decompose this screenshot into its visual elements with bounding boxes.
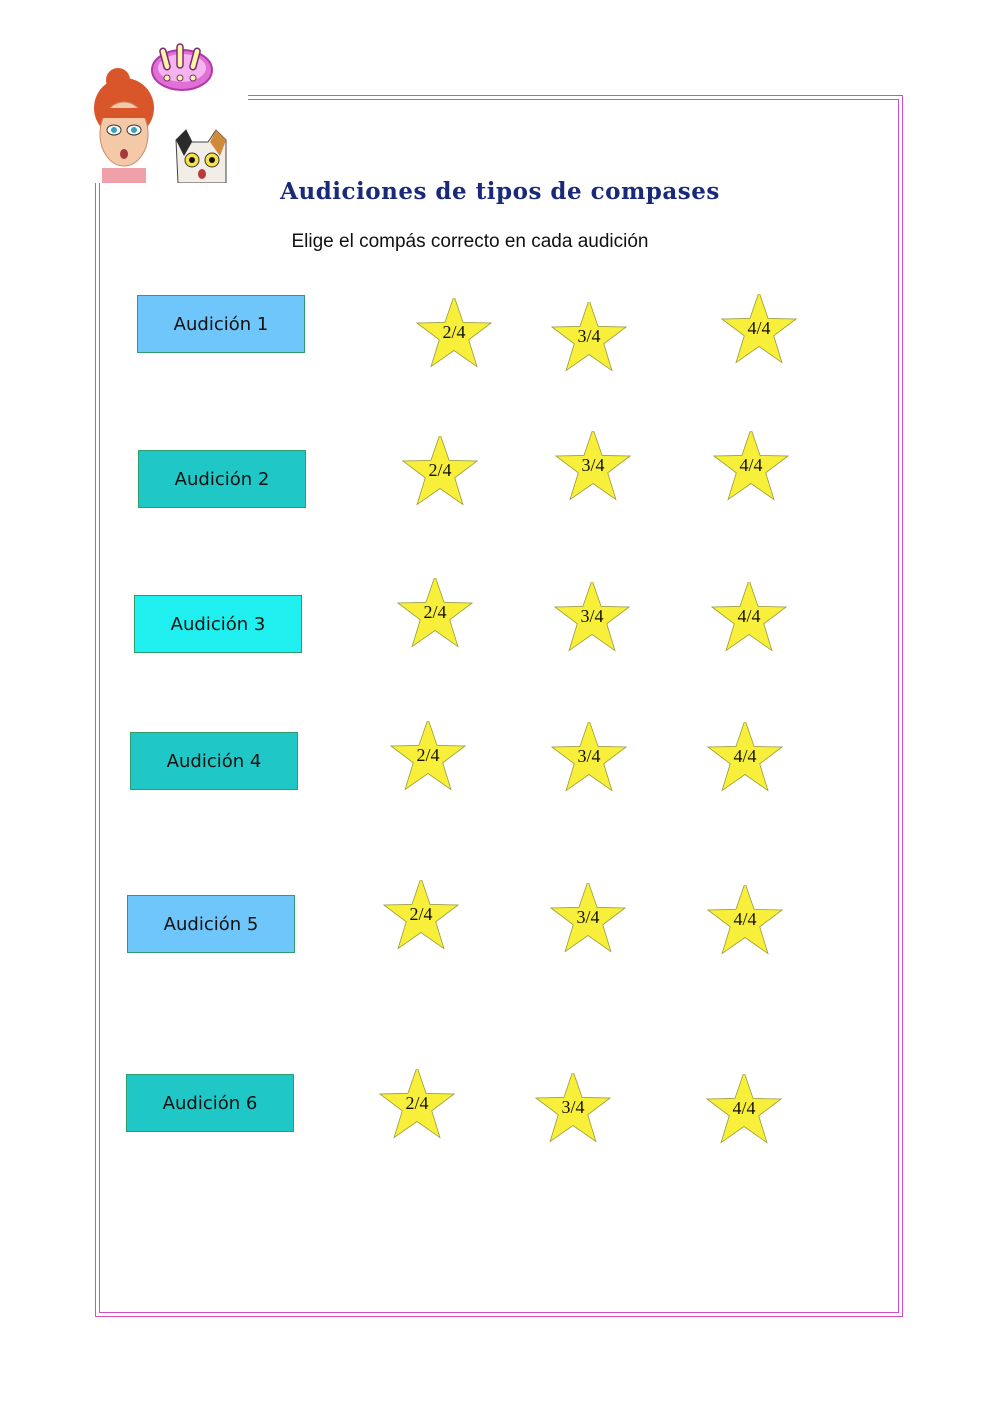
star-option-4-4[interactable] [709,582,789,652]
audition-label-5 [127,895,295,953]
time-signature-label: 4/4 [737,605,761,626]
time-signature-label: 2/4 [409,903,433,924]
star-option-4-4[interactable] [711,431,791,501]
star-option-4-4[interactable] [705,885,785,955]
star-option-2-4[interactable] [377,1069,457,1139]
star-option-2-4[interactable] [414,298,494,368]
girl-avatar-icon [94,68,154,183]
star-option-2-4[interactable] [395,578,475,648]
star-option-3-4[interactable] [553,431,633,501]
time-signature-label: 2/4 [442,321,466,342]
star-option-3-4[interactable] [552,582,632,652]
exclamation-bubble-icon [152,44,212,90]
cat-icon [176,130,226,183]
worksheet-instruction: Elige el compás correcto en cada audición [291,231,649,252]
time-signature-label: 4/4 [747,317,771,338]
audition-label-1 [137,295,305,353]
worksheet-title: Audiciones de tipos de compases [280,178,720,205]
star-option-4-4[interactable] [705,722,785,792]
audition-label-text: Audición 3 [170,613,266,635]
star-option-2-4[interactable] [400,436,480,506]
audition-label-2 [138,450,306,508]
audition-label-4 [130,732,298,790]
audition-label-text: Audición 6 [162,1092,258,1114]
audition-label-text: Audición 2 [174,468,270,490]
audition-label-text: Audición 5 [163,913,259,935]
time-signature-label: 2/4 [416,744,440,765]
time-signature-label: 3/4 [580,605,604,626]
time-signature-label: 4/4 [732,1097,756,1118]
time-signature-label: 3/4 [561,1096,585,1117]
time-signature-label: 2/4 [423,601,447,622]
time-signature-label: 3/4 [577,745,601,766]
time-signature-label: 3/4 [581,454,605,475]
audition-label-text: Audición 1 [173,313,269,335]
time-signature-label: 2/4 [405,1092,429,1113]
star-option-2-4[interactable] [388,721,468,791]
time-signature-label: 4/4 [739,454,763,475]
time-signature-label: 4/4 [733,745,757,766]
header-decoration [88,38,248,183]
star-option-4-4[interactable] [704,1074,784,1144]
time-signature-label: 3/4 [577,325,601,346]
time-signature-label: 4/4 [733,908,757,929]
star-option-3-4[interactable] [548,883,628,953]
star-option-2-4[interactable] [381,880,461,950]
audition-label-3 [134,595,302,653]
audition-label-text: Audición 4 [166,750,262,772]
star-option-3-4[interactable] [549,722,629,792]
star-option-4-4[interactable] [719,294,799,364]
audition-label-6 [126,1074,294,1132]
time-signature-label: 2/4 [428,459,452,480]
star-option-3-4[interactable] [549,302,629,372]
time-signature-label: 3/4 [576,906,600,927]
star-option-3-4[interactable] [533,1073,613,1143]
